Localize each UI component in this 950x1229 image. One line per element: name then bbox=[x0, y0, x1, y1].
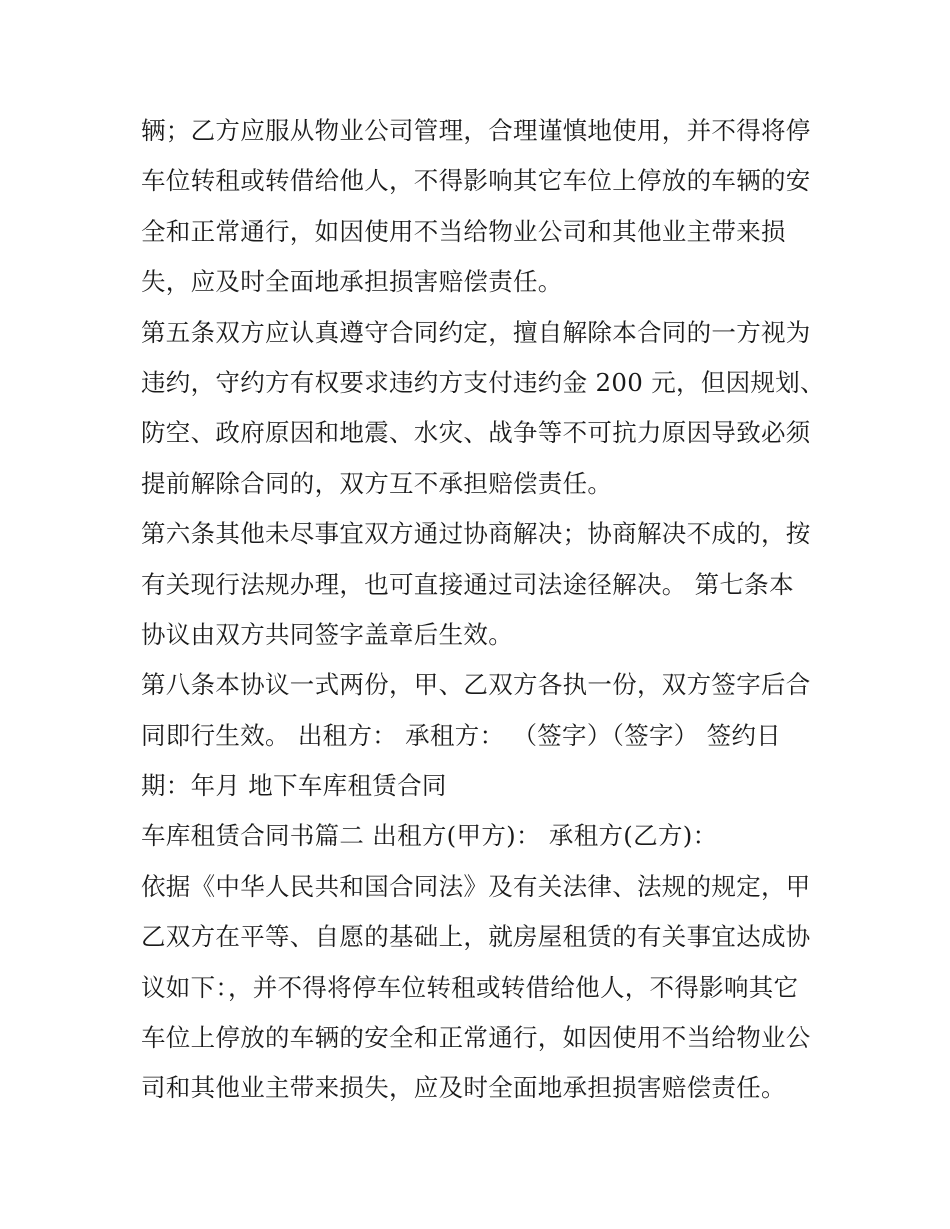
paragraph-article-6-7 bbox=[141, 509, 821, 660]
text-line: 全和正常通行，如因使用不当给物业公司和其他业主带来损 bbox=[141, 216, 786, 246]
text-line: 防空、政府原因和地震、水灾、战争等不可抗力原因导致必须 bbox=[141, 418, 811, 448]
text-line: 同即行生效。 出租方： 承租方： （签字）（签字） 签约日 bbox=[141, 720, 782, 750]
text-line: 期：年月 地下车库租赁合同 bbox=[141, 771, 447, 801]
text-line: 乙双方在平等、自愿的基础上，就房屋租赁的有关事宜达成协 bbox=[141, 922, 811, 952]
text-line: 提前解除合同的，双方互不承担赔偿责任。 bbox=[141, 468, 613, 498]
text-line: 第八条本协议一式两份，甲、乙双方各执一份，双方签字后合 bbox=[141, 670, 811, 700]
text-line: 第六条其他未尽事宜双方通过协商解决；协商解决不成的，按 bbox=[141, 519, 811, 549]
text-line: 车库租赁合同书篇二 出租方(甲方)： 承租方(乙方)： bbox=[141, 821, 718, 851]
paragraph-article-4-continued bbox=[141, 106, 821, 308]
text-line: 议如下：，并不得将停车位转租或转借给他人，不得影响其它 bbox=[141, 972, 799, 1002]
text-line: 车位上停放的车辆的安全和正常通行，如因使用不当给物业公 bbox=[141, 1023, 811, 1053]
paragraph-article-8-signatures bbox=[141, 660, 821, 811]
text-line: 第五条双方应认真遵守合同约定，擅自解除本合同的一方视为 bbox=[141, 317, 811, 347]
document-body bbox=[141, 106, 825, 1114]
text-line: 失，应及时全面地承担损害赔偿责任。 bbox=[141, 267, 563, 297]
paragraph-contract-two-parties bbox=[141, 811, 821, 861]
paragraph-article-5 bbox=[141, 308, 825, 510]
text-line: 依据《中华人民共和国合同法》及有关法律、法规的规定，甲 bbox=[141, 871, 811, 901]
text-line: 车位转租或转借给他人，不得影响其它车位上停放的车辆的安 bbox=[141, 166, 811, 196]
text-line: 辆；乙方应服从物业公司管理，合理谨慎地使用，并不得将停 bbox=[141, 116, 811, 145]
text-line: 有关现行法规办理，也可直接通过司法途径解决。 第七条本 bbox=[141, 569, 794, 599]
text-line: 违约，守约方有权要求违约方支付违约金 200 元，但因规划、 bbox=[141, 367, 825, 397]
paragraph-contract-two-basis bbox=[141, 862, 821, 1114]
text-line: 司和其他业主带来损失，应及时全面地承担损害赔偿责任。 bbox=[141, 1073, 786, 1103]
text-line: 协议由双方共同签字盖章后生效。 bbox=[141, 619, 513, 649]
